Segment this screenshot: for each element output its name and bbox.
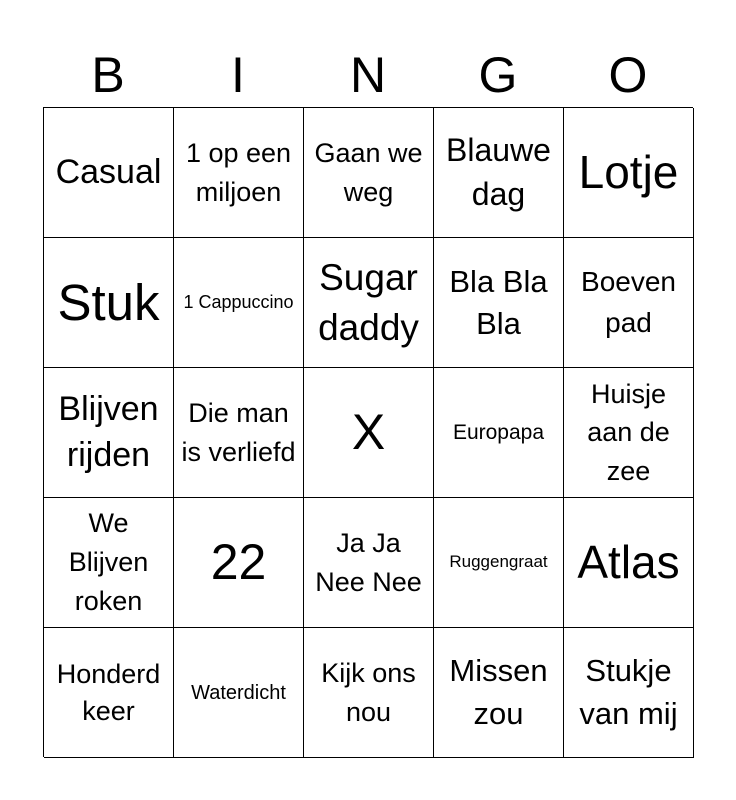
header-letter-n: N: [349, 47, 387, 103]
bingo-cell-r2-c1[interactable]: Stuk: [44, 238, 174, 368]
bingo-cell-r5-c2[interactable]: Waterdicht: [174, 628, 304, 758]
header-letter-o: O: [608, 47, 648, 103]
bingo-header: [43, 42, 693, 108]
bingo-cell-r4-c5[interactable]: Atlas: [564, 498, 694, 628]
bingo-cell-r1-c1[interactable]: Casual: [44, 108, 174, 238]
bingo-cell-r5-c4[interactable]: Missen zou: [434, 628, 564, 758]
bingo-cell-r4-c1[interactable]: We Blijven roken: [44, 498, 174, 628]
bingo-cell-r3-c3[interactable]: X: [304, 368, 434, 498]
bingo-cell-r1-c3[interactable]: Gaan we weg: [304, 108, 434, 238]
bingo-cell-r5-c5[interactable]: Stukje van mij: [564, 628, 694, 758]
bingo-cell-r4-c4[interactable]: Ruggengraat: [434, 498, 564, 628]
bingo-cell-r1-c4[interactable]: Blauwe dag: [434, 108, 564, 238]
bingo-cell-r4-c3[interactable]: Ja Ja Nee Nee: [304, 498, 434, 628]
header-letter-g: G: [478, 47, 518, 103]
bingo-cell-r1-c2[interactable]: 1 op een miljoen: [174, 108, 304, 238]
bingo-cell-r3-c1[interactable]: Blijven rijden: [44, 368, 174, 498]
bingo-cell-r5-c3[interactable]: Kijk ons nou: [304, 628, 434, 758]
bingo-cell-r3-c5[interactable]: Huisje aan de zee: [564, 368, 694, 498]
bingo-board: [43, 107, 693, 757]
header-letter-b: B: [91, 47, 125, 103]
bingo-cell-r3-c4[interactable]: Europapa: [434, 368, 564, 498]
bingo-cell-r2-c3[interactable]: Sugar daddy: [304, 238, 434, 368]
bingo-cell-r2-c4[interactable]: Bla Bla Bla: [434, 238, 564, 368]
bingo-cell-r3-c2[interactable]: Die man is verliefd: [174, 368, 304, 498]
bingo-cell-r4-c2[interactable]: 22: [174, 498, 304, 628]
bingo-cell-r2-c5[interactable]: Boeven pad: [564, 238, 694, 368]
bingo-cell-r2-c2[interactable]: 1 Cappuccino: [174, 238, 304, 368]
header-letter-i: I: [231, 47, 245, 103]
bingo-cell-r1-c5[interactable]: Lotje: [564, 108, 694, 238]
bingo-cell-r5-c1[interactable]: Honderd keer: [44, 628, 174, 758]
